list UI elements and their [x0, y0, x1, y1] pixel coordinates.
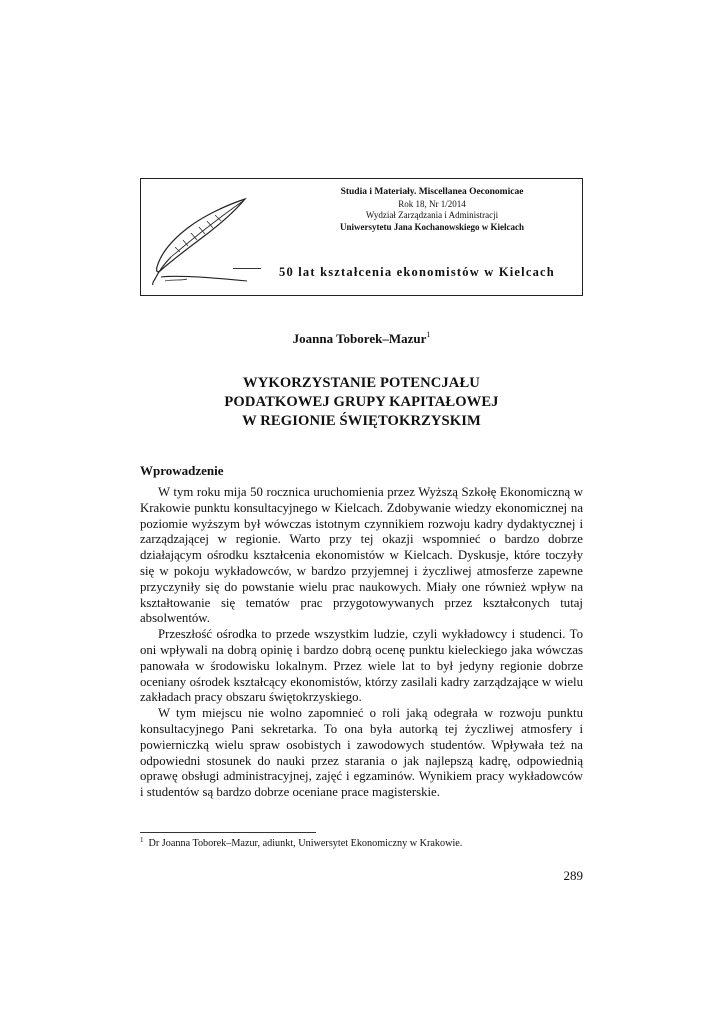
author-footnote-mark[interactable]: 1	[426, 330, 431, 339]
article-title	[140, 374, 583, 431]
page-number: 289	[563, 868, 583, 883]
body-paragraph: W tym miejscu nie wolno zapomnieć o roli jaką odegrała w rozwoju punktu konsultacyjnego Pani sekretarka. To ona była autorką tej życzliwej atmosfery i powierniczką wielu spraw osobistych i zawodowych studentów. Wpływała też na odpowiedni stosunek do nauki przez starania o jak najlepszą kadrę, odpowiednią oprawę obsługi administracyjnej, zajęć i egzaminów. Wynikiem pracy wykładowców i studentów są bardzo dobrze oceniane prace magisterskie.	[140, 706, 583, 800]
title-line: W REGIONIE ŚWIĘTOKRZYSKIM	[242, 413, 481, 429]
article-body	[140, 485, 583, 801]
title-line: PODATKOWEJ GRUPY KAPITAŁOWEJ	[224, 394, 499, 410]
anniversary-title: 50 lat kształcenia ekonomistów w Kielcach	[279, 265, 555, 279]
section-heading: Wprowadzenie	[140, 463, 224, 478]
journal-title: Studia i Materiały. Miscellanea Oeconomicae	[340, 187, 524, 197]
footnote-mark: 1	[140, 836, 144, 844]
body-paragraph: W tym roku mija 50 rocznica uruchomienia przez Wyższą Szkołę Ekonomiczną w Krakowie punktu konsultacyjnego w Kielcach. Zdobywanie wiedzy ekonomicznej na poziomie wyższym był wówczas istotnym czynnikiem rozwoju kadry dydaktycznej i zarządzającej w regionie. Warto przy tej okazji wspomnieć o bardzo dobrze działającym ośrodku kształcenia ekonomistów w Kielcach. Dyskusje, które toczyły się w pokoju wykładowców, w bardzo przyjemnej i życzliwej atmosferze zapewne przyczyniły się do powstanie wielu prac naukowych. Miały one również wpływ na kształtowanie się tematów prac przygotowywanych przez kształconych tutaj absolwentów.	[140, 485, 583, 626]
journal-faculty: Wydział Zarządzania i Administracji	[365, 210, 499, 220]
article-author	[140, 331, 583, 347]
quill-pen-icon	[147, 191, 249, 289]
journal-info	[287, 187, 577, 233]
footnote-rule	[140, 832, 316, 833]
author-name: Joanna Toborek–Mazur	[292, 331, 427, 346]
footnote	[140, 838, 583, 849]
footnote-text: Dr Joanna Toborek–Mazur, adiunkt, Uniwersytet Ekonomiczny w Krakowie.	[148, 838, 463, 849]
journal-header-box	[140, 178, 583, 296]
title-line: WYKORZYSTANIE POTENCJAŁU	[243, 375, 480, 391]
journal-issue: Rok 18, Nr 1/2014	[398, 198, 466, 209]
journal-university: Uniwersytetu Jana Kochanowskiego w Kielcach	[340, 221, 524, 232]
body-paragraph: Przeszłość ośrodka to przede wszystkim ludzie, czyli wykładowcy i studenci. To oni wpływali na dobrą opinię i bardzo dobrą ocenę punktu kieleckiego jaka wówczas panowała w środowisku lokalnym. Przez wiele lat to był jedyny regionie dobrze oceniany ośrodek kształcący ekonomistów, którzy zasilali kadry zarządzające w wielu zakładach pracy obszaru świętokrzyskiego.	[140, 627, 583, 705]
anniversary-rule	[233, 268, 261, 269]
